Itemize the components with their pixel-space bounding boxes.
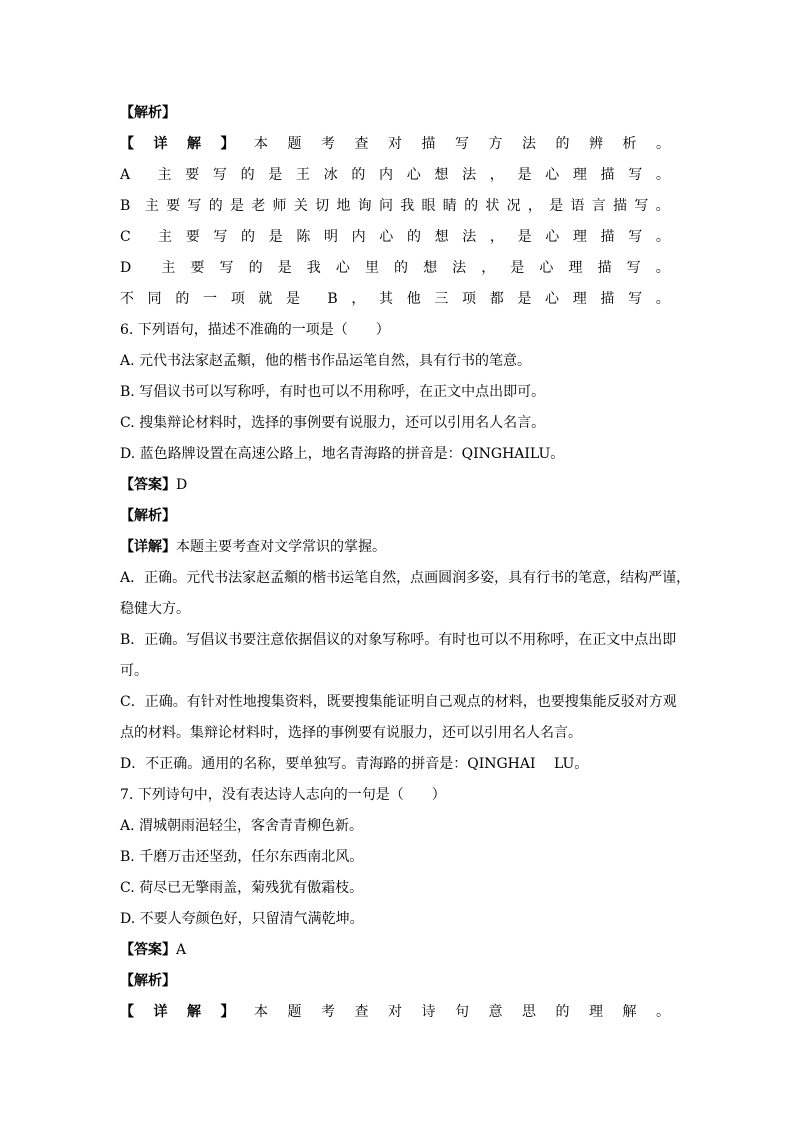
text-line: B. 写倡议书可以写称呼，有时也可以不用称呼，在正文中点出即可。 (120, 384, 546, 400)
line-text: 【 详 解 】 本 题 考 查 对 描 写 方 法 的 辨 析 。 (120, 136, 670, 152)
text-line: D．不正确。通用的名称，要单独写。青海路的拼音是：QINGHAI LU。 (120, 756, 589, 772)
line-text: D 主 要 写 的 是 我 心 里 的 想 法 ， 是 心 理 描 写 。 (120, 260, 670, 276)
text-line (120, 997, 670, 1028)
text-line (120, 191, 670, 222)
text-line: C. 荷尽已无擎雨盖，菊残犹有傲霜枝。 (120, 880, 364, 896)
text-line: 【解析】 (120, 973, 176, 989)
text-line (120, 160, 670, 191)
text-line: 【答案】A (120, 942, 187, 958)
text-line: 6. 下列语句，描述不准确的一项是（ ） (120, 322, 390, 338)
text-line (120, 253, 670, 284)
line-text: B 主 要 写 的 是 老 师 关 切 地 询 问 我 眼 睛 的 状 况 ， 是 语 言 描 写 。 (120, 198, 670, 214)
text-line: C. 搜集辩论材料时，选择的事例要有说服力，还可以引用名人名言。 (120, 415, 546, 431)
text-line: 7. 下列诗句中，没有表达诗人志向的一句是（ ） (120, 787, 446, 803)
text-line: D. 不要人夸颜色好，只留清气满乾坤。 (120, 911, 364, 927)
text-line: 【解析】 (120, 105, 176, 121)
text-line: A. 渭城朝雨浥轻尘，客舍青青柳色新。 (120, 818, 364, 834)
text-line: 【答案】D (120, 477, 188, 493)
text-line: 点的材料。集辩论材料时，选择的事例要有说服力，还可以引用名人名言。 (120, 725, 582, 741)
text-line: 稳健大方。 (120, 601, 190, 617)
text-line: 【详解】本题主要考查对文学常识的掌握。 (120, 539, 386, 555)
text-line (120, 687, 677, 718)
text-line (120, 222, 670, 253)
line-text: A 主 要 写 的 是 王 冰 的 内 心 想 法 ， 是 心 理 描 写 。 (120, 167, 670, 183)
line-text: C ． 正 确 。 有 针 对 性 地 搜 集 资 料 ， 既 要 搜 集 能 证 明 自 己 观 点 的 材 料 ， 也 要 搜 集 能 反 驳 对 方 观 (120, 694, 677, 710)
text-line (120, 563, 691, 594)
line-text: B ． 正 确 。 写 倡 议 书 要 注 意 依 据 倡 议 的 对 象 写 称 呼 。 有 时 也 可 以 不 用 称 呼 ， 在 正 文 中 点 出 即 (120, 632, 677, 648)
line-text: A ． 正 确 。 元 代 书 法 家 赵 孟 頫 的 楷 书 运 笔 自 然 ， 点 画 圆 润 多 姿 ， 具 有 行 书 的 笔 意 ， 结 构 严 谨 ， (120, 570, 691, 586)
text-line: B. 千磨万击还坚劲，任尔东西南北风。 (120, 849, 364, 865)
text-line (120, 284, 670, 315)
text-line: A. 元代书法家赵孟頫，他的楷书作品运笔自然，具有行书的笔意。 (120, 353, 532, 369)
line-text: 不 同 的 一 项 就 是 B ， 其 他 三 项 都 是 心 理 描 写 。 (120, 291, 670, 307)
line-text: 【 详 解 】 本 题 考 查 对 诗 句 意 思 的 理 解 。 (120, 1004, 670, 1020)
text-line: 【解析】 (120, 508, 176, 524)
text-line: 可。 (120, 663, 148, 679)
text-line (120, 625, 677, 656)
text-line (120, 129, 670, 160)
line-text: C 主 要 写 的 是 陈 明 内 心 的 想 法 ， 是 心 理 描 写 。 (120, 229, 670, 245)
document-page (120, 98, 691, 1028)
text-line: D. 蓝色路牌设置在高速公路上，地名青海路的拼音是：QINGHAILU。 (120, 446, 565, 462)
